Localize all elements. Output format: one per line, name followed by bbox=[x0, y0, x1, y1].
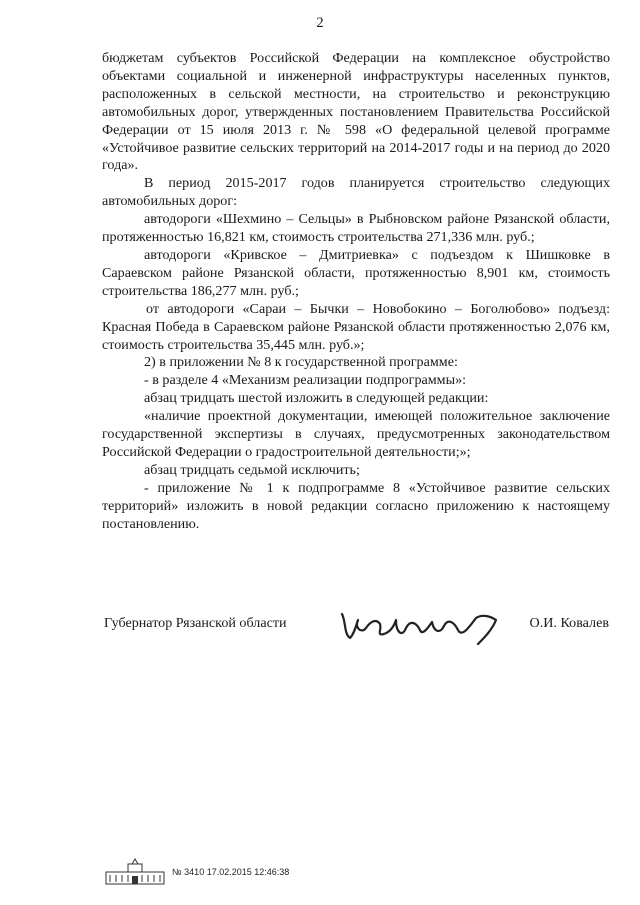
road-item-krivskoe: автодороги «Кривское – Дмитриевка» с подъездом к Шишковке в Сараевском районе Рязанской области, протяженностью 8,901 км, стоимость строительства 186,277 млн. руб.; bbox=[102, 246, 610, 299]
item-appendix-1: - приложение № 1 к подпрограмме 8 «Устойчивое развитие сельских территорий» изложить в новой редакции согласно приложению к настоящему постановлению. bbox=[102, 479, 610, 532]
building-stamp-icon bbox=[104, 858, 166, 886]
item-section-4: - в разделе 4 «Механизм реализации подпрограммы»: bbox=[144, 372, 467, 389]
footer-registration bbox=[104, 858, 364, 888]
road-item-krasnaya-pobeda: от автодороги «Сараи – Бычки – Новобокино – Боголюбово» подъезд: Красная Победа в Сараевском районе Рязанской области протяженностью 2,076 км, стоимость строительства 35,445 млн. руб.»; bbox=[102, 300, 610, 353]
item-appendix-8: 2) в приложении № 8 к государственной программе: bbox=[144, 354, 458, 371]
road-item-shekhmino: автодороги «Шехмино – Сельцы» в Рыбновском районе Рязанской области, протяженностью 16,821 км, стоимость строительства 271,336 млн. руб.; bbox=[102, 211, 610, 246]
item-paragraph-36: абзац тридцать шестой изложить в следующей редакции: bbox=[144, 390, 489, 407]
item-paragraph-37: абзац тридцать седьмой исключить; bbox=[144, 461, 360, 478]
handwritten-signature bbox=[336, 604, 506, 652]
registration-datetime: 17.02.2015 12:46:38 bbox=[206, 867, 290, 877]
paragraph-budget: бюджетам субъектов Российской Федерации на комплексное обустройство объектами социальной и инженерной инфраструктуры населенных пунктов, расположенных в сельской местности, на строительство и реконструкцию автомобильных дорог, утвержденных постановлением Правительства Российской Федерации от 15 июля 2013 г. № 598 «О федеральной целевой программе «Устойчивое развитие сельских территорий на 2014-2017 годы и на период до 2020 года». bbox=[102, 50, 610, 174]
document-body bbox=[102, 50, 610, 533]
registration-stamp bbox=[172, 867, 289, 877]
signatory-position: Губернатор Рязанской области bbox=[104, 615, 287, 631]
quoted-text: «наличие проектной документации, имеющей положительное заключение государственной экспертизы в случаях, предусмотренных законодательством Российской Федерации о градостроительной деятельности;»; bbox=[102, 408, 610, 460]
signature-block bbox=[104, 604, 609, 652]
signatory-name: О.И. Ковалев bbox=[529, 615, 609, 631]
registration-number: 3410 bbox=[184, 867, 205, 877]
page-number: 2 bbox=[316, 15, 324, 31]
registration-number-sign: № bbox=[172, 867, 182, 877]
paragraph-planned-roads: В период 2015-2017 годов планируется строительство следующих автомобильных дорог: bbox=[102, 175, 610, 210]
